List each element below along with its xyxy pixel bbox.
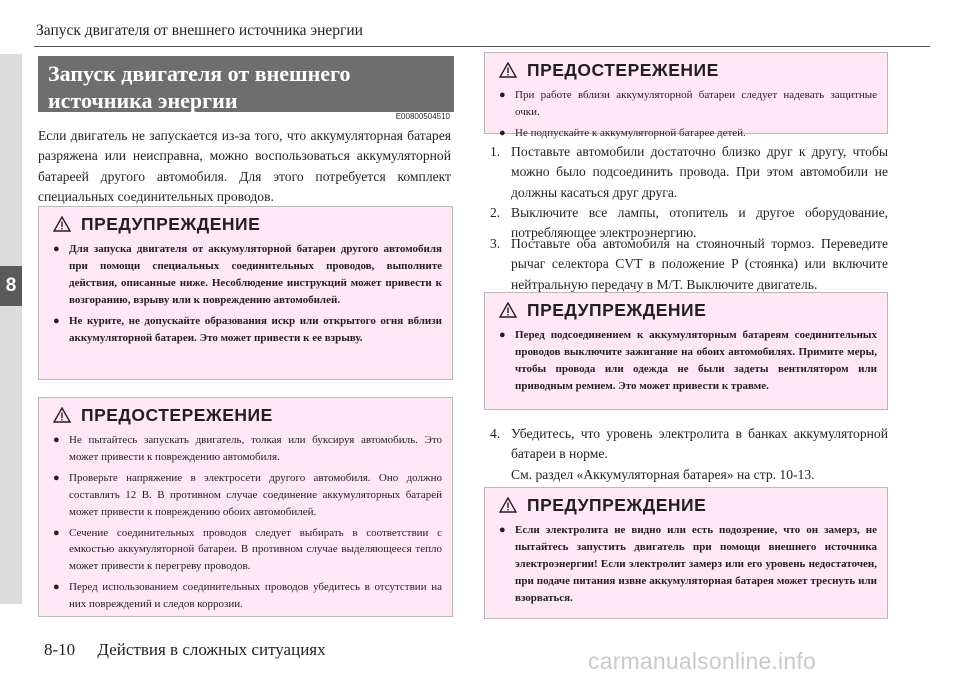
bullet-dot-icon: ● (53, 471, 60, 484)
warning-box-header (485, 488, 887, 522)
caution-box-2 (484, 52, 888, 139)
header-title: Запуск двигателя от внешнего источника энергии (36, 22, 363, 39)
warning-box-header (39, 207, 452, 241)
bullet-dot-icon: ● (499, 524, 506, 536)
step-item (490, 142, 888, 203)
warning-title: ПРЕДУПРЕЖДЕНИЕ (527, 299, 707, 320)
step-number: 1. (490, 144, 501, 159)
step-text: Поставьте автомобили достаточно близко друг к другу, чтобы можно было подсоединить провода. При этом автомобили не должны касаться друг друга. (511, 144, 888, 200)
chapter-tab: 8 (0, 266, 22, 306)
caution-title: ПРЕДОСТЕРЕЖЕНИЕ (81, 404, 273, 425)
section-title: Запуск двигателя от внешнего источника энергии (38, 56, 454, 112)
warning-title: ПРЕДУПРЕЖДЕНИЕ (527, 494, 707, 515)
warning-box-3 (484, 487, 888, 619)
warning-box-header (485, 293, 887, 327)
caution-item: ● Проверьте напряжение в электросети другого автомобиля. Оно должно составлять 12 В. В противном случае соединение аккумуляторных батарей может привести к повреждению обоих автомобилей. (53, 471, 442, 518)
bullet-dot-icon: ● (499, 89, 506, 101)
step-reference: См. раздел «Аккумуляторная батарея» на стр. 10-13. (511, 466, 815, 482)
step-item (490, 234, 888, 295)
step-text: Убедитесь, что уровень электролита в банках аккумуляторной батареи в норме. (511, 426, 888, 462)
caution-item: ● Перед использованием соединительных проводов убедитесь в отсутствии на них повреждений и следов коррозии. (53, 581, 442, 611)
warning-item: ● Не курите, не допускайте образования искр или открытого огня вблизи аккумуляторной батареи. Это может привести к ее взрыву. (53, 314, 442, 344)
bullet-dot-icon: ● (53, 581, 60, 594)
chapter-name: Действия в сложных ситуациях (97, 640, 326, 659)
caution-title: ПРЕДОСТЕРЕЖЕНИЕ (527, 59, 719, 80)
warning-item: ● Для запуска двигателя от аккумуляторной батареи другого автомобиля при помощи специальных соединительных проводов, выполните действия, описанные ниже. Несоблюдение инструкций может привести к возгоранию, взрыву или к повреждению автомобилей. (53, 243, 442, 306)
warning-triangle-icon (53, 407, 71, 423)
bullet-dot-icon: ● (53, 314, 60, 327)
side-strip (0, 54, 22, 604)
warning-triangle-icon (53, 216, 71, 232)
page-number: 8-10 (44, 640, 76, 659)
caution-item: ● При работе вблизи аккумуляторной батареи следует надевать защитные очки. (499, 89, 877, 118)
warning-box-1 (38, 206, 453, 380)
warning-item: ● Если электролита не видно или есть подозрение, что он замерз, не пытайтесь запустить двигатель при помощи внешнего источника электроэнергии! Если электролит замерз или его уровень недостаточен, при подаче питания извне аккумуляторная батарея может треснуть или взорваться. (499, 524, 877, 604)
page-footer (44, 640, 326, 660)
warning-triangle-icon (499, 497, 517, 513)
bullet-dot-icon: ● (53, 434, 60, 446)
section-code: E00800504510 (395, 112, 450, 121)
header-rule (34, 46, 930, 47)
bullet-dot-icon: ● (53, 243, 60, 255)
step-number: 2. (490, 205, 501, 220)
caution-box-header (39, 398, 452, 432)
bullet-dot-icon: ● (53, 526, 60, 539)
warning-item: ● Перед подсоединением к аккумуляторным батареям соединительных проводов выключите зажигание на обоих автомобилях. Примите меры, чтобы провода или одежда не были задеты вентилятором или приводным ремнем. Это может привести к травме. (499, 329, 877, 392)
warning-triangle-icon (499, 62, 517, 78)
caution-item: ● Сечение соединительных проводов следует выбирать в соответствии с емкостью аккумуляторной батареи. В противном случае выделяющееся тепло может привести к перегреву проводов. (53, 526, 442, 573)
step-number: 3. (490, 236, 501, 251)
caution-box-1 (38, 397, 453, 617)
caution-item: ● Не пытайтесь запускать двигатель, толкая или буксируя автомобиль. Это может привести к повреждению автомобиля. (53, 434, 442, 463)
bullet-dot-icon: ● (499, 126, 506, 139)
step-item (490, 424, 888, 485)
caution-box-header (485, 53, 887, 87)
intro-paragraph: Если двигатель не запускается из-за того, что аккумуляторная батарея разряжена или неисправна, можно воспользоваться аккумуляторной батареей другого автомобиля. Для этого потребуется комплект специальных соединительных проводов. (38, 128, 451, 204)
step-text: Выключите все лампы, отопитель и другое оборудование, потребляющее электроэнергию. (511, 205, 888, 241)
step-text: Поставьте оба автомобиля на стояночный тормоз. Переведите рычаг селектора CVT в положение P (стоянка) или включите нейтральную передачу в M/T. Выключите двигатель. (511, 236, 888, 292)
watermark: carmanualsonline.info (588, 648, 816, 674)
caution-item: ● Не подпускайте к аккумуляторной батарее детей. (495, 125, 877, 142)
warning-triangle-icon (499, 302, 517, 318)
warning-title: ПРЕДУПРЕЖДЕНИЕ (81, 213, 261, 234)
bullet-dot-icon: ● (499, 329, 506, 341)
warning-box-2 (484, 292, 888, 410)
step-number: 4. (490, 426, 501, 441)
